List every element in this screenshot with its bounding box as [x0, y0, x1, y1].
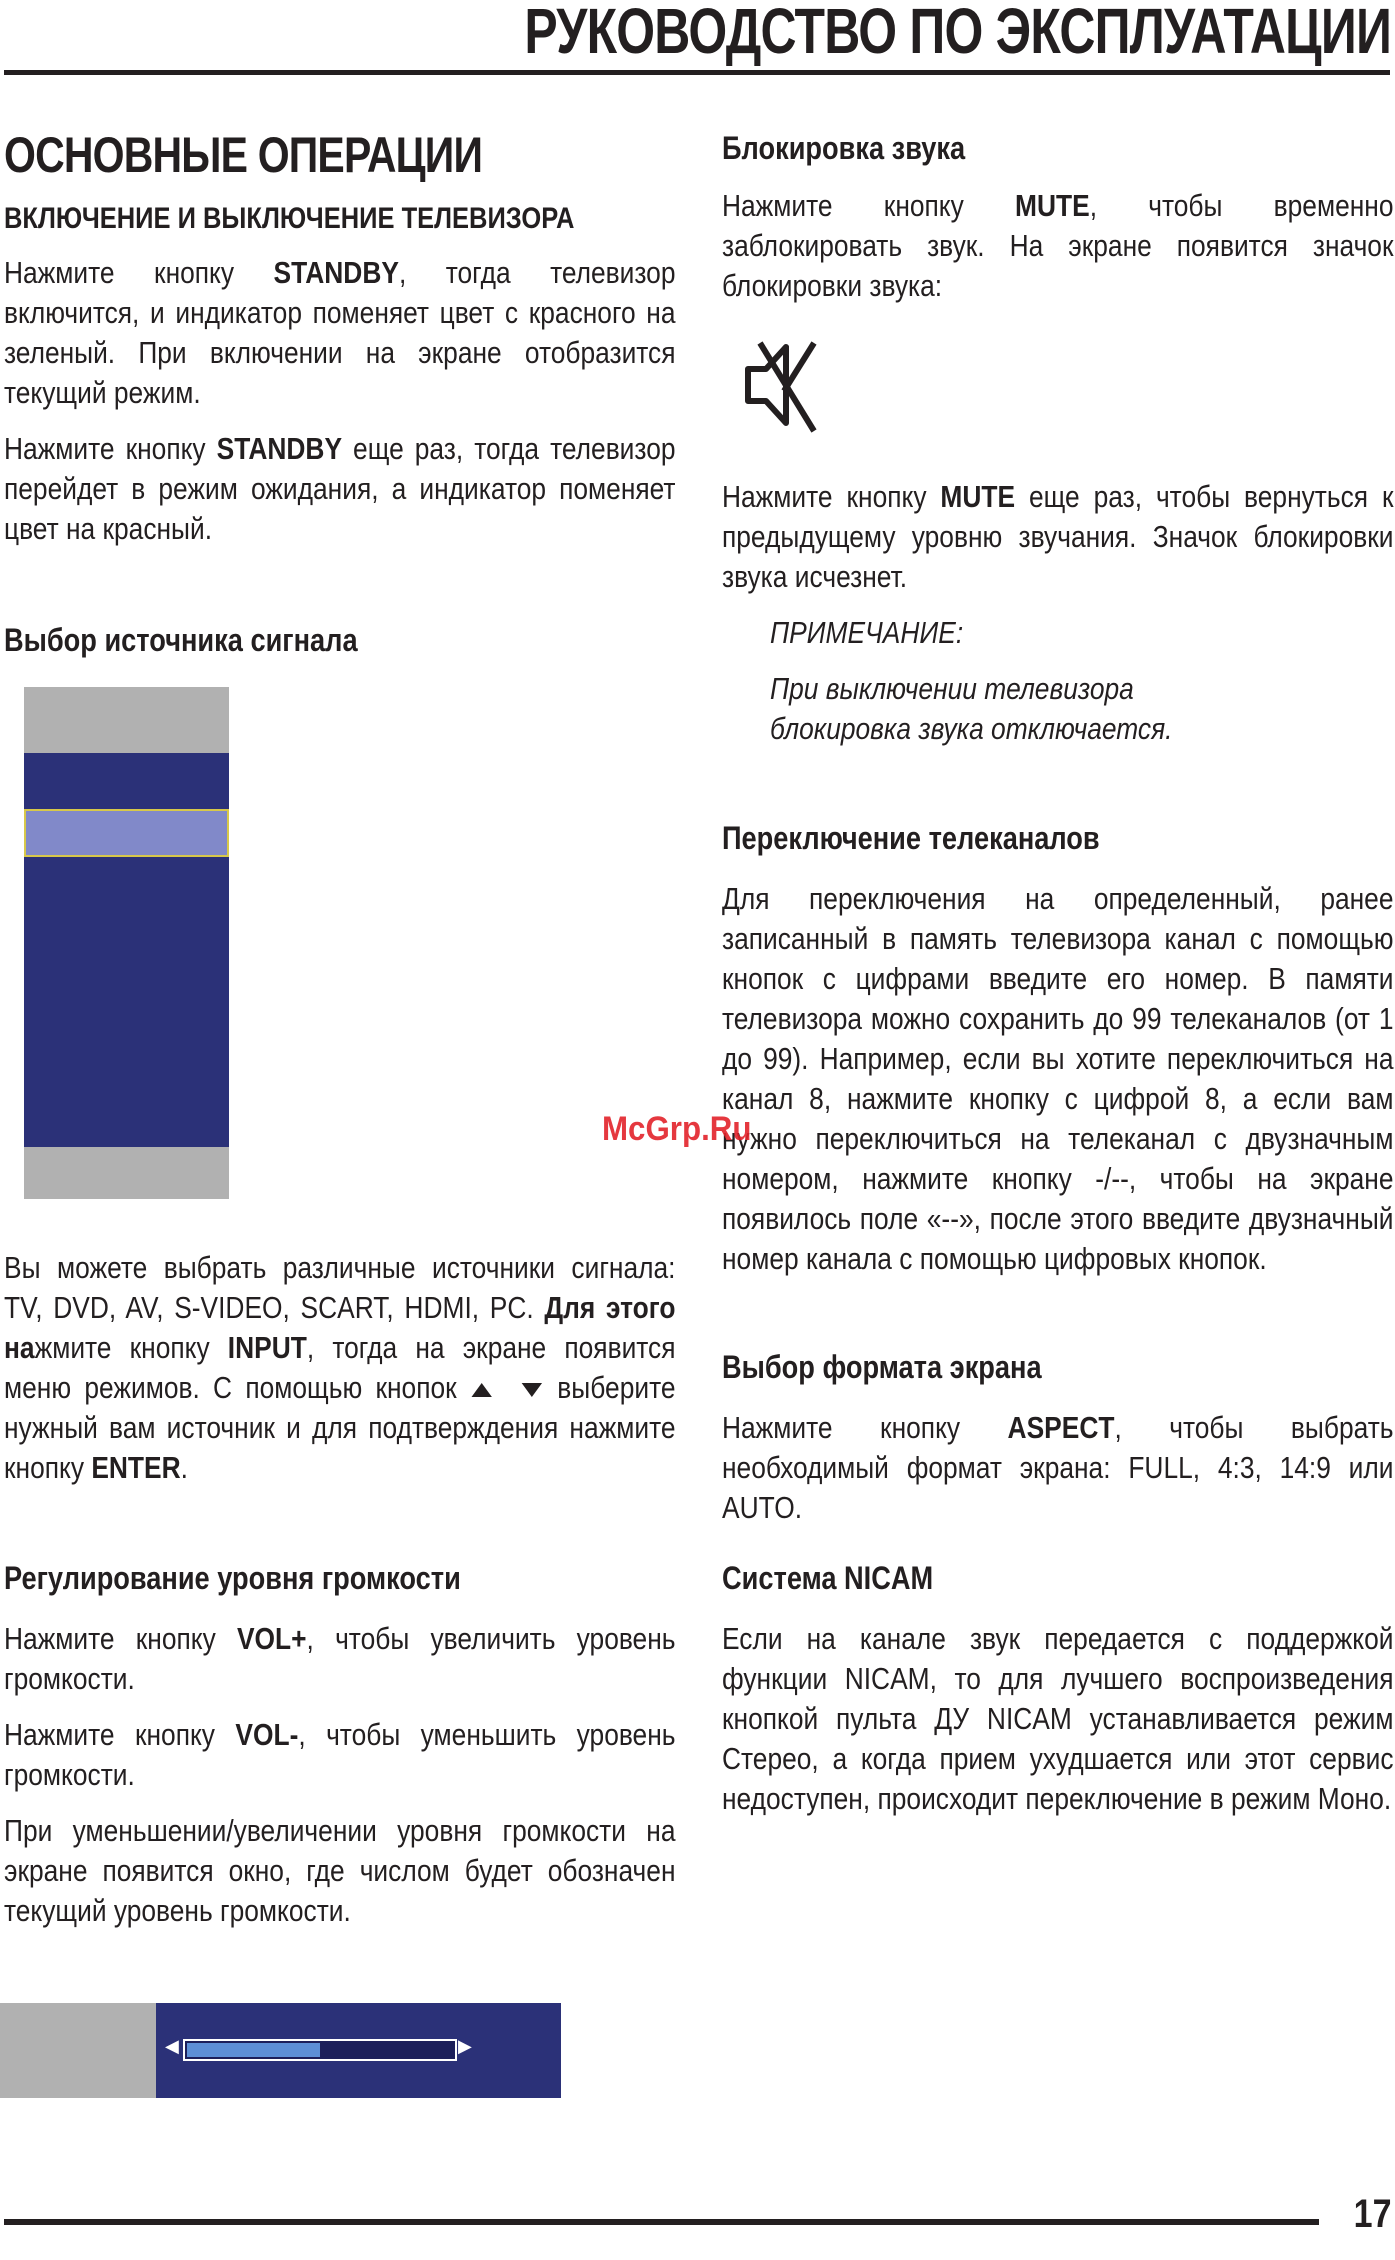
volume-heading: Регулирование уровня громкости	[4, 1560, 461, 1596]
mute-heading: Блокировка звука	[722, 130, 966, 166]
mute-paragraph-2: Нажмите кнопку MUTE еще раз, чтобы вернуться к предыдущему уровню звучания. Значок блокировки звука исчезнет.	[722, 479, 1394, 594]
source-menu-illustration	[24, 687, 229, 1199]
volume-left-arrow-icon: ◀	[165, 2036, 179, 2056]
mute-note-text: При выключении телевизора блокировка звука отключается.	[770, 671, 1173, 746]
mute-paragraph-1: Нажмите кнопку MUTE, чтобы временно заблокировать звук. На экране появится значок блокировки звука:	[722, 188, 1394, 303]
source-menu-selected-item	[24, 809, 229, 857]
nicam-paragraph: Если на канале звук передается с поддержкой функции NICAM, то для лучшего воспроизведения кнопкой пульта ДУ NICAM устанавливается режим Стерео, а когда прием ухудшается или этот сервис недоступен, происходит переключение в режим Моно.	[722, 1621, 1394, 1816]
arrow-down-icon	[520, 1381, 544, 1399]
volume-right-arrow-icon: ▶	[458, 2036, 472, 2056]
mute-icon	[740, 335, 828, 435]
arrow-up-icon	[470, 1381, 494, 1399]
channels-paragraph: Для переключения на определенный, ранее записанный в память телевизора канал с помощью кнопок с цифрами введите его номер. В памяти телевизора можно сохранить до 99 телеканалов (от 1 до 99). Например, если вы хотите переключиться на канал 8, нажмите кнопку с цифрой 8, а если вам нужно переключиться на телеканал с двузначным номером, нажмите кнопку -/--, чтобы на экране появилось поле «--», после этого введите двузначный номер канала с помощью цифровых кнопок.	[722, 881, 1394, 1276]
source-paragraph: Вы можете выбрать различные источники сигнала: TV, DVD, AV, S-VIDEO, SCART, HDMI, PC. Для этого нажмите кнопку INPUT, тогда на экране появится меню режимов. С помощью кнопок выберите нужный вам источник и для подтверждения нажмите кнопку ENTER.	[4, 1250, 676, 1485]
aspect-heading: Выбор формата экрана	[722, 1349, 1042, 1385]
source-menu-footer-bar	[24, 1147, 229, 1199]
watermark: McGrp.Ru	[602, 1110, 752, 1148]
header-rule	[4, 70, 1390, 75]
channels-heading: Переключение телеканалов	[722, 820, 1100, 856]
source-menu-header-bar	[24, 687, 229, 753]
volume-paragraph-1: Нажмите кнопку VOL+, чтобы увеличить уровень громкости.	[4, 1621, 676, 1696]
power-paragraph-2: Нажмите кнопку STANDBY еще раз, тогда телевизор перейдет в режим ожидания, а индикатор поменяет цвет на красный.	[4, 431, 676, 546]
page-number: 17	[1353, 2192, 1391, 2236]
main-heading: ОСНОВНЫЕ ОПЕРАЦИИ	[4, 127, 483, 183]
source-heading: Выбор источника сигнала	[4, 622, 358, 658]
page-header-title: РУКОВОДСТВО ПО ЭКСПЛУАТАЦИИ	[524, 0, 1391, 67]
aspect-paragraph: Нажмите кнопку ASPECT, чтобы выбрать необходимый формат экрана: FULL, 4:3, 14:9 или AUTO.	[722, 1410, 1394, 1525]
nicam-heading: Система NICAM	[722, 1560, 934, 1596]
footer-rule	[4, 2219, 1319, 2225]
mute-note-label: ПРИМЕЧАНИЕ:	[770, 615, 964, 650]
power-heading: ВКЛЮЧЕНИЕ И ВЫКЛЮЧЕНИЕ ТЕЛЕВИЗОРА	[4, 202, 575, 235]
volume-paragraph-2: Нажмите кнопку VOL-, чтобы уменьшить уровень громкости.	[4, 1717, 676, 1792]
power-paragraph-1: Нажмите кнопку STANDBY, тогда телевизор включится, и индикатор поменяет цвет с красного на зеленый. При включении на экране отобразится текущий режим.	[4, 255, 676, 410]
volume-osd-label-area	[0, 2003, 156, 2098]
volume-paragraph-3: При уменьшении/увеличении уровня громкости на экране появится окно, где числом будет обозначен текущий уровень громкости.	[4, 1813, 676, 1928]
volume-level-fill	[187, 2043, 320, 2057]
